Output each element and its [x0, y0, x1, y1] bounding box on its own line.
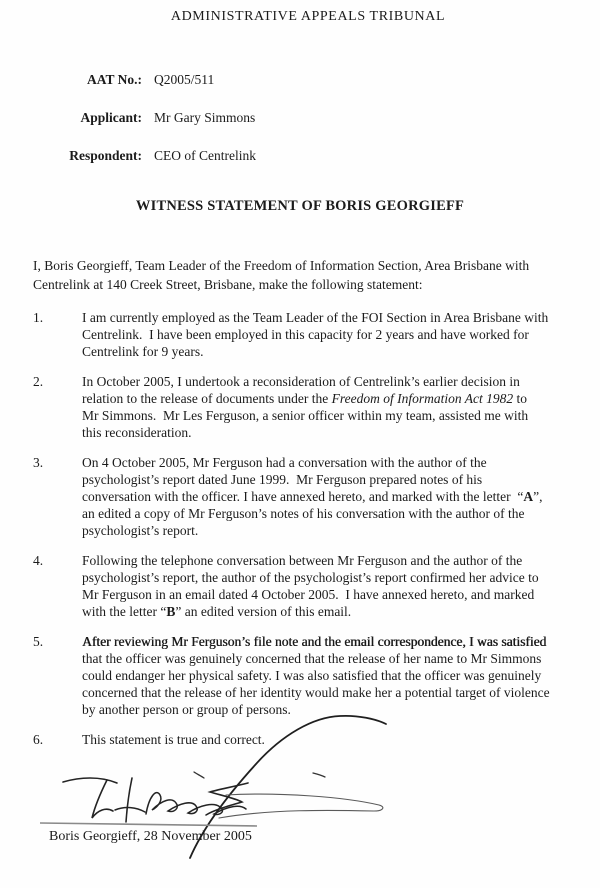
intro-line: Centrelink at 140 Creek Street, Brisbane, make the following statement:: [33, 277, 423, 292]
text-line: [82, 309, 550, 326]
bold-run: B: [166, 604, 176, 619]
bold-run: A: [523, 489, 534, 504]
text-line: [82, 650, 550, 667]
text-run: to: [513, 391, 528, 406]
signatory-name-date: Boris Georgieff, 28 November 2005: [49, 829, 252, 844]
signature-line: [40, 823, 257, 826]
text-run: Centrelink. I have been employed in this capacity for 2 years and have worked for: [82, 327, 529, 342]
signature-tick-mark: [194, 772, 204, 778]
text-line: [82, 586, 550, 603]
field-row-respondent: [0, 147, 256, 164]
paragraph-text: [82, 309, 550, 360]
text-line: [82, 667, 550, 684]
applicant-value: Mr Gary Simmons: [154, 110, 256, 125]
text-run: that the officer was genuinely concerned that the release of her name to Mr Simmons: [82, 651, 542, 666]
paragraph-text: [82, 552, 550, 620]
signature-dash-mark: [313, 773, 325, 777]
text-run: Centrelink for 9 years.: [82, 344, 204, 359]
text-line: [82, 505, 550, 522]
text-run: relation to the release of documents under the: [82, 391, 332, 406]
text-run: After reviewing Mr Ferguson’s file note and the email correspondence, I was satisfied: [82, 634, 547, 649]
paragraph-text: [82, 373, 550, 441]
statement-title: WITNESS STATEMENT OF BORIS GEORGIEFF: [135, 198, 465, 214]
paragraph-number: 6.: [33, 732, 44, 747]
signature-initials-bar: [63, 778, 117, 783]
text-run: In October 2005, I undertook a reconsideration of Centrelink’s earlier decision in: [82, 374, 520, 389]
text-run: On 4 October 2005, Mr Ferguson had a conversation with the author of the: [82, 455, 487, 470]
text-run: Mr Simmons. Mr Les Ferguson, a senior officer within my team, assisted me with: [82, 408, 529, 423]
text-line: [82, 343, 550, 360]
text-run: Mr Ferguson in an email dated 4 October 2005. I have annexed hereto, and marked: [82, 587, 535, 602]
text-line: [82, 488, 550, 505]
text-run: psychologist’s report.: [82, 523, 199, 538]
statement-paragraph: [33, 309, 550, 360]
italic-run: Freedom of Information Act 1982: [331, 391, 514, 406]
text-run: ” an edited version of this email.: [175, 604, 352, 619]
case-fields: [0, 71, 256, 185]
statement-paragraph: [33, 373, 550, 441]
text-run: Following the telephone conversation between Mr Ferguson and the author of the: [82, 553, 523, 568]
paragraph-number: 1.: [33, 310, 44, 325]
text-line: [82, 424, 550, 441]
text-line: [82, 326, 550, 343]
text-run: concerned that the release of her identity would make her a potential target of violence: [82, 685, 550, 700]
text-run: ”,: [533, 489, 543, 504]
signature-surname-scrawl: [146, 793, 246, 815]
tribunal-header: ADMINISTRATIVE APPEALS TRIBUNAL: [170, 9, 446, 24]
respondent-label: Respondent:: [69, 148, 142, 163]
text-line: [82, 407, 550, 424]
statement-paragraph: [33, 454, 550, 539]
text-run: psychologist’s report dated June 1999. Mr Ferguson prepared notes of his: [82, 472, 483, 487]
text-run: psychologist’s report, the author of the psychologist’s report confirmed her advice to: [82, 570, 539, 585]
field-row-aat-no: [0, 71, 256, 88]
text-line: [82, 454, 550, 471]
text-line: [82, 552, 550, 569]
text-line: [82, 522, 550, 539]
text-line: [82, 471, 550, 488]
signature-loop-stroke: [219, 794, 383, 818]
intro-paragraph: [33, 256, 529, 294]
paragraph-number: 3.: [33, 455, 44, 470]
field-row-applicant: [0, 109, 256, 126]
aat-no-value: Q2005/511: [154, 72, 215, 87]
intro-line: I, Boris Georgieff, Team Leader of the Freedom of Information Section, Area Brisbane with: [33, 258, 530, 273]
signature-initial-stem2: [126, 778, 132, 822]
paragraph-number: 2.: [33, 374, 44, 389]
signature-initial-stem1: [92, 780, 113, 818]
signature-initial-crossbar: [115, 808, 145, 812]
paragraph-number: 5.: [33, 634, 44, 649]
text-run: This statement is true and correct.: [82, 732, 265, 747]
paragraph-number: 4.: [33, 553, 44, 568]
applicant-label: Applicant:: [80, 110, 142, 125]
text-run: an edited a copy of Mr Ferguson’s notes of his conversation with the author of the: [82, 506, 525, 521]
respondent-value: CEO of Centrelink: [154, 148, 256, 163]
statement-paragraph: [33, 552, 550, 620]
text-line: [82, 603, 550, 620]
text-run: this reconsideration.: [82, 425, 192, 440]
text-run: conversation with the officer. I have annexed hereto, and marked with the letter “: [82, 489, 524, 504]
text-line: [82, 390, 550, 407]
text-line: [82, 633, 550, 650]
text-run: with the letter “: [82, 604, 167, 619]
text-run: by another person or group of persons.: [82, 702, 291, 717]
text-line: [82, 569, 550, 586]
text-run: could endanger her physical safety. I was also satisfied that the officer was genuinely: [82, 668, 542, 683]
statement-paragraphs: [33, 309, 550, 761]
text-line: [82, 373, 550, 390]
aat-no-label: AAT No.:: [86, 72, 142, 87]
text-run: I am currently employed as the Team Leader of the FOI Section in Area Brisbane with: [82, 310, 549, 325]
paragraph-text: [82, 454, 550, 539]
